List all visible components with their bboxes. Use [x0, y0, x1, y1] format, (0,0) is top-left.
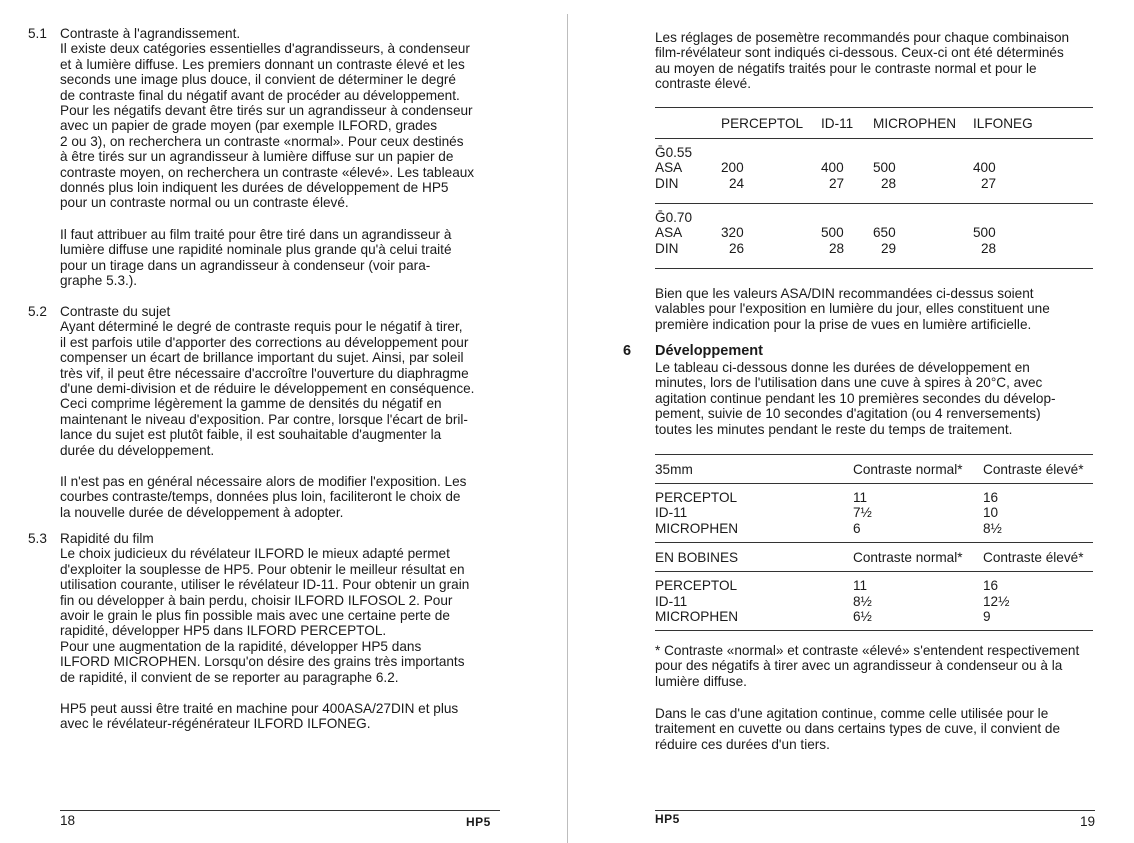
table-row — [655, 594, 1093, 609]
table-cell: 27 — [981, 175, 997, 191]
paragraph: Il n'est pas en général nécessaire alors de modifier l'exposition. Les courbes contraste/temps, données plus loin, faciliteront le choix de la nouvelle durée de développement à adopter. — [60, 474, 467, 520]
header-cell: ID-11 — [821, 115, 854, 131]
table-row — [655, 521, 1093, 536]
table-row — [655, 578, 1093, 593]
table-row — [655, 505, 1093, 520]
row-label: ASA — [655, 225, 683, 241]
table-header-row — [655, 455, 1093, 483]
section-5-2 — [28, 304, 528, 520]
row-label: DIN — [655, 175, 679, 191]
section-5-3 — [28, 531, 528, 732]
paragraph: Il existe deux catégories essentielles d'agrandisseurs, à condenseur et à lumière diffuse. Les premiers donnant un contraste élevé et les seconds une image plus douce, il convient de déterminer le degré de contraste final du négatif avant de procéder au développement. Pour les négatifs devant être tirés sur un agrandisseur à condenseur avec un papier de grade moyen (par exemple ILFORD, grades 2 ou 3), on recherchera un contraste «normal». Pour ceux destinés à être tirés sur un agrandisseur à lumière diffuse sur un papier de contraste moyen, on recherchera un contraste «élevé». Les tableaux donnés plus loin indiquent les durées de développement de HP5 pour un contraste normal ou un contraste élevé. — [60, 41, 475, 211]
table-rule — [655, 630, 1093, 631]
section-title: Développement — [655, 343, 763, 359]
table-rule — [655, 268, 1093, 269]
table-cell: ID-11 — [655, 593, 688, 609]
header-cell: PERCEPTOL — [721, 115, 804, 131]
brand-logo: HP5 — [655, 812, 680, 826]
table-cell: 650 — [873, 225, 896, 241]
footer-rule — [655, 810, 1095, 811]
table-cell: 200 — [721, 160, 744, 176]
meter-settings-table — [655, 107, 1093, 269]
table-cell: 27 — [829, 175, 845, 191]
table-cell: MICROPHEN — [655, 520, 739, 536]
table-cell: 7½ — [853, 505, 872, 521]
table-cell: 320 — [721, 225, 744, 241]
group-label: Ḡ0.55 — [655, 145, 693, 160]
group-label: Ḡ0.70 — [655, 210, 693, 225]
page-number: 18 — [60, 813, 76, 828]
table-cell: 16 — [983, 490, 999, 505]
table-cell: 6 — [853, 520, 861, 536]
table-cell: 500 — [821, 225, 844, 241]
table-cell: 12½ — [983, 593, 1010, 609]
table-cell: 28 — [829, 240, 845, 256]
table-cell: 6½ — [853, 608, 872, 624]
table-group — [655, 139, 1093, 203]
table-cell: MICROPHEN — [655, 608, 739, 624]
header-cell: EN BOBINES — [655, 549, 739, 565]
table-cell: 26 — [729, 240, 745, 256]
section-body — [60, 546, 528, 731]
header-cell: Contraste élevé* — [983, 461, 1084, 477]
paragraph: Ayant déterminé le degré de contraste requis pour le négatif à tirer, il est parfois utile d'apporter des corrections au développement pour compenser un écart de brillance important du sujet. Ainsi, par soleil très vif, il peut être nécessaire d'accroître l'ouverture du diaphragme d'une demi-division et de réduire le développement en conséquence. Ceci comprime légèrement la gamme de densités du négatif en maintenant le niveau d'exposition. Par contre, lorsque l'écart de bril- lance du sujet est plutôt faible, il est souhaitable d'augmenter la durée du développement. — [60, 319, 475, 458]
closing-paragraph: Dans le cas d'une agitation continue, comme celle utilisée pour le traitement en cuvette ou dans certains types de cuve, il convient de réduire ces durées d'un tiers. — [655, 706, 1061, 752]
table-row — [655, 160, 1093, 175]
table-cell: PERCEPTOL — [655, 578, 738, 594]
section-body — [60, 319, 528, 520]
header-cell: Contraste normal* — [853, 549, 963, 565]
table-cell: PERCEPTOL — [655, 490, 738, 505]
table-cell: 28 — [881, 175, 897, 191]
note-paragraph: Bien que les valeurs ASA/DIN recommandées ci-dessus soient valables pour l'exposition en lumière du jour, elles constituent une première indication pour la prise de vues en lumière artificielle. — [655, 286, 1050, 332]
table-row — [655, 225, 1093, 240]
section-5-1 — [28, 26, 528, 289]
table-cell: 29 — [881, 240, 897, 256]
section-number: 5.2 — [28, 304, 47, 319]
section-number: 5.3 — [28, 531, 47, 546]
footnote: * Contraste «normal» et contraste «élevé» s'entendent respectivement pour des négatifs à tirer avec un agrandisseur à condenseur ou à la lumière diffuse. — [655, 643, 1080, 689]
table-header-row — [655, 543, 1093, 571]
right-page — [569, 0, 1134, 843]
table-group — [655, 484, 1093, 542]
table-row — [655, 490, 1093, 505]
table-cell: 8½ — [983, 520, 1002, 536]
header-cell: Contraste élevé* — [983, 549, 1084, 565]
table-cell: 16 — [983, 578, 999, 594]
header-cell: MICROPHEN — [873, 115, 957, 131]
table-cell: 11 — [853, 490, 868, 505]
section-title: Contraste du sujet — [60, 304, 171, 319]
table-cell: 9 — [983, 608, 991, 624]
row-label: ASA — [655, 160, 683, 176]
development-times-table — [655, 454, 1093, 631]
table-cell: 8½ — [853, 593, 872, 609]
intro-paragraph: Les réglages de posemètre recommandés pour chaque combinaison film-révélateur sont indiqués ci-dessous. Ceux-ci ont été déterminés au moyen de négatifs traités pour le contraste normal et pour le contraste élevé. — [655, 30, 1070, 92]
table-cell: 500 — [973, 225, 996, 241]
table-row — [655, 210, 1093, 225]
section-6-body: Le tableau ci-dessous donne les durées de développement en minutes, lors de l'utilisation dans une cuve à spires à 20°C, avec agitation continue pendant les 10 premières secondes du dévelop- pement, suivie de 10 secondes d'agitation (ou 4 renversements) toutes les minutes pendant le reste du temps de traitement. — [655, 360, 1056, 437]
section-number: 5.1 — [28, 26, 47, 41]
table-group — [655, 572, 1093, 630]
table-group — [655, 204, 1093, 268]
header-cell: Contraste normal* — [853, 461, 963, 477]
table-cell: 10 — [983, 505, 999, 521]
brand-logo: HP5 — [466, 815, 491, 829]
header-cell: ILFONEG — [973, 115, 1033, 131]
section-6-heading — [623, 343, 763, 359]
paragraph: Le choix judicieux du révélateur ILFORD le mieux adapté permet d'exploiter la souplesse de HP5. Pour obtenir le meilleur résultat en utilisation courante, utiliser le révélateur ID-11. Pour obtenir un grain fin ou développer à bain perdu, choisir ILFORD ILFOSOL 2. Pour avoir le grain le plus fin possible mais avec une certaine perte de rapidité, développer HP5 dans ILFORD PERCEPTOL. Pour une augmentation de la rapidité, développer HP5 dans ILFORD MICROPHEN. Lorsqu'on désire des grains très importants de rapidité, il convient de se reporter au paragraphe 6.2. — [60, 546, 470, 685]
page-number: 19 — [1080, 814, 1096, 829]
table-cell: 11 — [853, 578, 868, 594]
table-cell: 24 — [729, 175, 745, 191]
section-number: 6 — [623, 343, 632, 359]
paragraph: Il faut attribuer au film traité pour être tiré dans un agrandisseur à lumière diffuse une rapidité nominale plus grande qu'à celui traité pour un tirage dans un agrandisseur à condenseur (voir para- graphe 5.3.). — [60, 226, 452, 289]
table-header-row — [655, 108, 1093, 138]
paragraph: HP5 peut aussi être traité en machine pour 400ASA/27DIN et plus avec le révélateur-régénérateur ILFORD ILFONEG. — [60, 701, 459, 732]
table-row — [655, 609, 1093, 624]
table-cell: ID-11 — [655, 505, 688, 521]
section-title: Contraste à l'agrandissement. — [60, 26, 241, 41]
table-cell: 400 — [973, 160, 996, 176]
table-row — [655, 145, 1093, 160]
table-cell: 28 — [981, 240, 997, 256]
row-label: DIN — [655, 240, 679, 256]
header-cell: 35mm — [655, 461, 693, 477]
table-cell: 400 — [821, 160, 844, 176]
footer-rule — [60, 810, 500, 811]
table-row — [655, 176, 1093, 191]
section-title: Rapidité du film — [60, 531, 154, 546]
table-cell: 500 — [873, 160, 896, 176]
section-body — [60, 41, 528, 288]
table-row — [655, 241, 1093, 256]
